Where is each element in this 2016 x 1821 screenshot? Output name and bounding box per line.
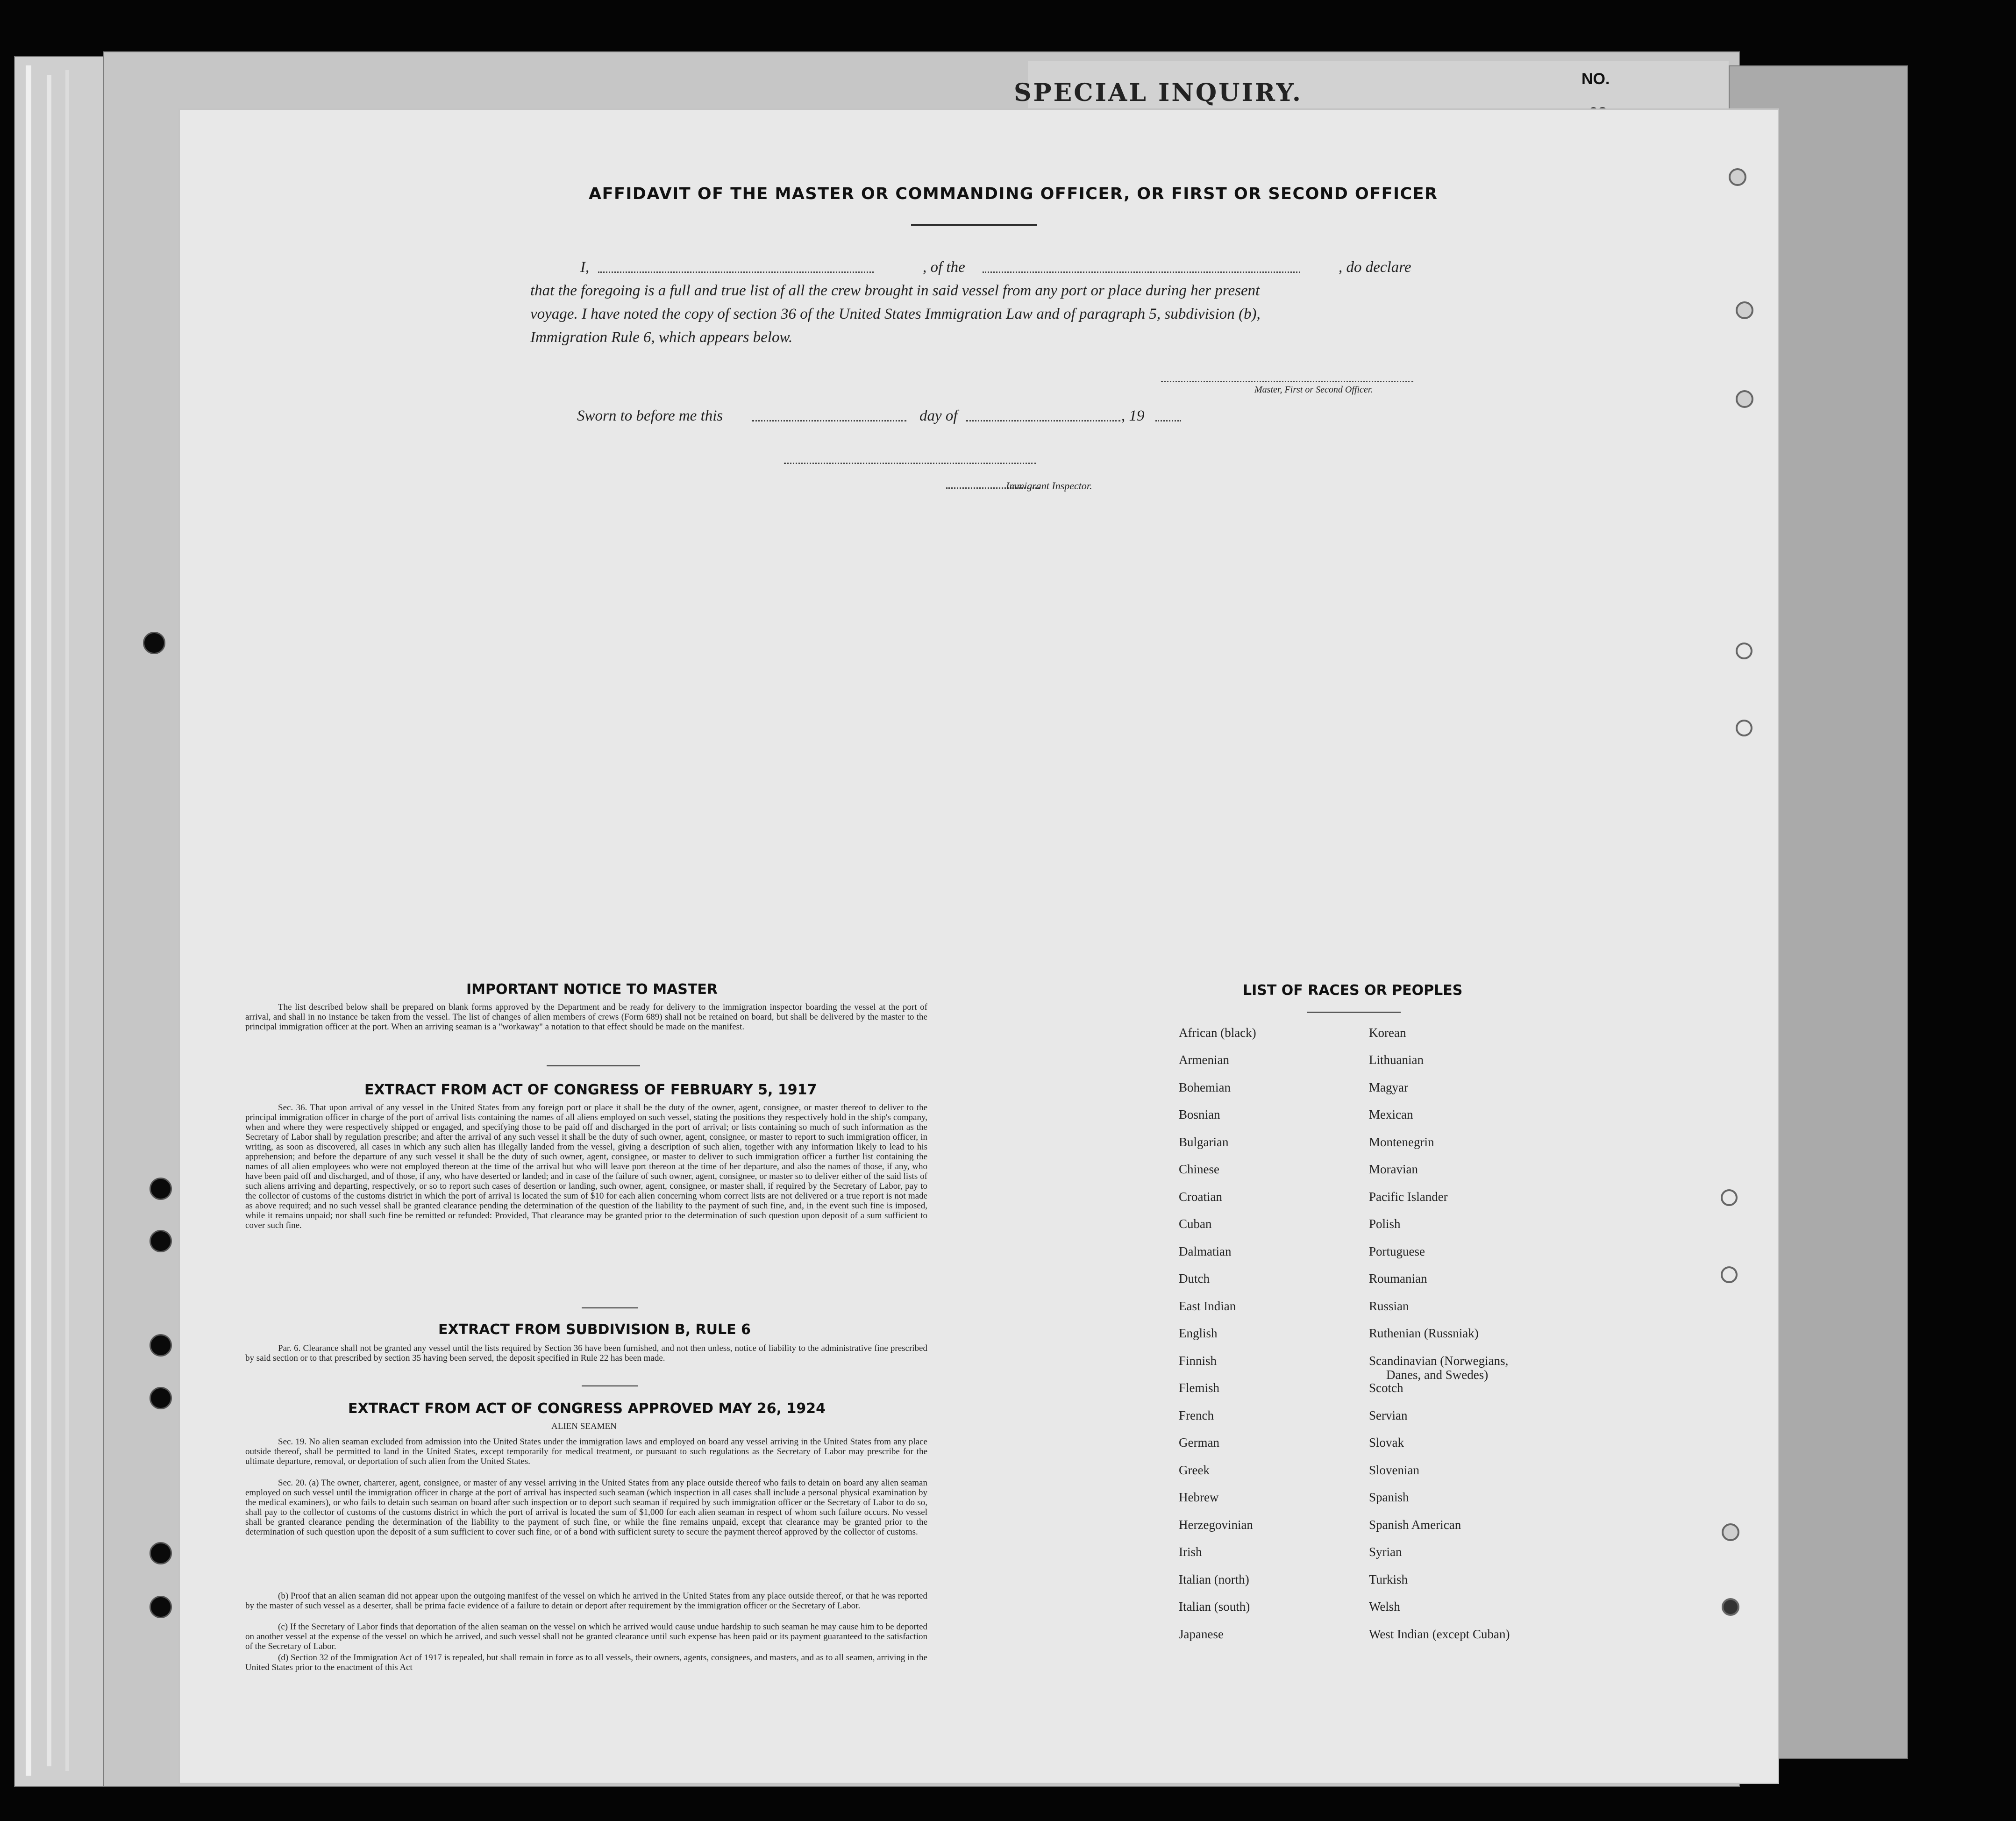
race-item: Korean xyxy=(1369,1026,1406,1040)
race-item: Ruthenian (Russniak) xyxy=(1369,1326,1479,1340)
punch-hole xyxy=(1736,390,1753,408)
races-divider xyxy=(1307,1012,1401,1013)
race-item: Servian xyxy=(1369,1408,1408,1422)
sworn-day-blank xyxy=(752,420,906,421)
race-item: Hebrew xyxy=(1179,1490,1219,1504)
binder-hole xyxy=(150,1387,172,1409)
race-item: Welsh xyxy=(1369,1600,1400,1614)
extract-1917-divider xyxy=(582,1307,638,1308)
race-item: Slovenian xyxy=(1369,1463,1419,1477)
extract-1924-sec20c: (c) If the Secretary of Labor finds that deportation of the alien seaman on the vessel on which he arrived would cause undue hardship to such seaman he may cause him to be deported on another vessel at the expense of the vessel on which he arrived, and such vessel shall not be granted clearance until such expense has been paid or its payment guaranteed to the satisfaction of the Secretary of Labor. xyxy=(245,1622,927,1651)
subdivision-b-body: Par. 6. Clearance shall not be granted any vessel until the lists required by Section 36 have been furnished, and not then unless, notice of liability to the administrative fine prescribed by said section or to that prescribed by section 35 having been served, the deposit specified in Rule 22 has been made. xyxy=(245,1343,927,1363)
extract-1924-sec19: Sec. 19. No alien seaman excluded from admission into the United States under the immigration laws and employed on board any vessel arriving in the United States from any place outside thereof, shall be permitted to land in the United States, except temporarily for medical treatment, or pursuant to such regulations as the Secretary of Labor may prescribe for the ultimate departure, removal, or deportation of such alien from the United States. xyxy=(245,1437,927,1466)
extract-1924-title: EXTRACT FROM ACT OF CONGRESS APPROVED MAY 26, 1924 xyxy=(348,1400,826,1417)
notice-body: The list described below shall be prepared on blank forms approved by the Department and be ready for delivery to the immigration inspector boarding the vessel at the port of arrival, and shall in no instance be taken from the vessel. The list of changes of alien members of crews (Form 689) shall not be retained on board, but shall be delivered by the master to the principal immigration officer at the port. When an arriving seaman is a "workaway" a notation to that effect should be made on the manifest. xyxy=(245,1002,927,1032)
background-no-label: NO. xyxy=(1581,70,1610,88)
race-item: Scandinavian (Norwegians, xyxy=(1369,1354,1509,1368)
races-title: LIST OF RACES OR PEOPLES xyxy=(1243,982,1463,999)
race-item: West Indian (except Cuban) xyxy=(1369,1627,1510,1641)
race-item: Dutch xyxy=(1179,1271,1210,1285)
paper-edge xyxy=(65,70,69,1771)
race-item: Spanish xyxy=(1369,1490,1409,1504)
race-item: Moravian xyxy=(1369,1162,1418,1176)
sworn-month-blank xyxy=(966,420,1120,421)
extract-1917-body: Sec. 36. That upon arrival of any vessel in the United States from any foreign port or place it shall be the duty of the owner, agent, consignee, or master thereof to deliver to the principal immigration officer in charge of the port of arrival lists containing the names of all aliens employed on such vessel, stating the positions they respectively hold in the ship's company, when and where they were respectively shipped or engaged, and specifying those to be paid off and discharged in the port of arrival; or lists containing so much of such information as the Secretary of Labor shall by regulation prescribe; and after the arrival of any such vessel it shall be the duty of such owner, agent, consignee, or master to report to such immigration officer, in writing, as soon as discovered, all cases in which any such alien has illegally landed from the vessel, giving a description of such alien, together with any information likely to lead to his apprehension; and before the departure of any such vessel it shall be the duty of such owner, agent, consignee, or master to deliver to such immigration officer a further list containing the names of all alien employees who were not employed thereon at the time of the arrival but who will leave port thereon at the time of her departure, and also the names of those, if any, who have been paid off and discharged, and of those, if any, who have deserted or landed; and in case of the failure of such owner, agent, consignee, or master so to deliver either of the said lists of such aliens arriving and departing, respectively, or so to report such cases of desertion or landing, such owner, agent, consignee, or master shall, if required by the Secretary of Labor, pay to the collector of customs of the customs district in which the port of arrival is located the sum of $10 for each alien concerning whom correct lists are not delivered or a true report is not made as above required; and no such vessel shall be granted clearance pending the determination of the question of the liability to the payment of such fine, and, in the event such fine is imposed, while it remains unpaid; nor shall such fine be remitted or refunded: Provided, That clearance may be granted prior to the determination of such question upon deposit of a sum sufficient to cover such fine. xyxy=(245,1103,927,1230)
race-item: Slovak xyxy=(1369,1435,1404,1450)
inspector-signature-line xyxy=(784,463,1036,464)
extract-1924-subtitle: ALIEN SEAMEN xyxy=(551,1421,617,1431)
extract-1917-title: EXTRACT FROM ACT OF CONGRESS OF FEBRUARY 5, 1917 xyxy=(364,1082,817,1098)
race-item: Lithuanian xyxy=(1369,1053,1424,1067)
sworn-year-blank xyxy=(1155,420,1181,421)
declaration-line-4: Immigration Rule 6, which appears below. xyxy=(530,329,793,346)
race-item: Bulgarian xyxy=(1179,1135,1229,1149)
punch-hole xyxy=(1736,301,1753,319)
binder-hole xyxy=(143,632,165,654)
name-blank xyxy=(598,271,874,273)
paper-edge xyxy=(26,65,31,1776)
race-item: Portuguese xyxy=(1369,1244,1425,1258)
race-item: Bohemian xyxy=(1179,1080,1231,1094)
race-item: Cuban xyxy=(1179,1217,1212,1231)
race-item: East Indian xyxy=(1179,1299,1236,1313)
title-divider xyxy=(911,224,1037,226)
extract-1924-sec20a: Sec. 20. (a) The owner, charterer, agent, consignee, or master of any vessel arriving in the United States from any place outside thereof who fails to detain on board any alien seaman employed on such vessel until the immigration officer in charge at the port of arrival has inspected such seaman (which inspection in all cases shall include a personal physical examination by the medical examiners), or who fails to detain such seaman on board after such inspection or to deport such seaman if required by such immigration officer or the Secretary of Labor to do so, shall pay to the collector of customs of the customs district in which the port of arrival is located the sum of $1,000 for each alien seaman in respect of whom such failure occurs. No vessel shall be granted clearance pending the determination of the liability to the payment of such fine, or while the fine remains unpaid, except that clearance may be granted prior to the determination of such question upon the deposit of a sum sufficient to cover such fine, or of a bond with sufficient surety to secure the payment thereof approved by the collector of customs. xyxy=(245,1478,927,1537)
extract-1924-sec20d: (d) Section 32 of the Immigration Act of 1917 is repealed, but shall remain in force as to all vessels, their owners, agents, consignees, and masters, and as to all seamen, arriving in the United States prior to the enactment of this Act xyxy=(245,1653,927,1672)
affidavit-title: AFFIDAVIT OF THE MASTER OR COMMANDING OFFICER, OR FIRST OR SECOND OFFICER xyxy=(589,185,1438,203)
race-item: Japanese xyxy=(1179,1627,1224,1641)
declaration-line-3: voyage. I have noted the copy of section 36 of the United States Immigration Law and of paragraph 5, subdivision (b), xyxy=(530,306,1261,322)
punch-hole xyxy=(1722,1523,1739,1541)
punch-hole xyxy=(1721,1189,1738,1206)
race-item: Chinese xyxy=(1179,1162,1219,1176)
punch-hole xyxy=(1721,1266,1738,1283)
race-item-continuation: Danes, and Swedes) xyxy=(1386,1368,1489,1382)
master-signature-line xyxy=(1161,381,1413,382)
punch-hole xyxy=(1736,643,1752,659)
binder-hole xyxy=(150,1334,172,1357)
background-header-text: SPECIAL INQUIRY. xyxy=(1014,79,1303,107)
race-item: Armenian xyxy=(1179,1053,1229,1067)
race-item: German xyxy=(1179,1435,1219,1450)
affidavit-form-page xyxy=(180,110,1778,1783)
race-item: Finnish xyxy=(1179,1354,1217,1368)
paper-edge xyxy=(47,75,51,1766)
race-item: Polish xyxy=(1369,1217,1401,1231)
binder-hole xyxy=(150,1596,172,1618)
subdivision-b-title: EXTRACT FROM SUBDIVISION B, RULE 6 xyxy=(438,1321,751,1338)
race-item: Dalmatian xyxy=(1179,1244,1232,1258)
race-item: Italian (north) xyxy=(1179,1572,1249,1586)
binder-hole xyxy=(150,1178,172,1200)
race-item: Greek xyxy=(1179,1463,1210,1477)
subdivision-b-divider xyxy=(582,1385,638,1386)
punch-hole xyxy=(1736,720,1752,736)
race-item: Spanish American xyxy=(1369,1518,1461,1532)
binder-hole xyxy=(150,1230,172,1252)
race-item: French xyxy=(1179,1408,1214,1422)
race-item: Syrian xyxy=(1369,1545,1402,1559)
race-item: Bosnian xyxy=(1179,1107,1220,1121)
inspector-signature-label: Immigrant Inspector. xyxy=(1006,480,1092,492)
master-signature-label: Master, First or Second Officer. xyxy=(1254,385,1373,395)
race-item: Russian xyxy=(1369,1299,1409,1313)
extract-1924-sec20b: (b) Proof that an alien seaman did not appear upon the outgoing manifest of the vessel on which he arrived in the United States from any place outside thereof, or that he was reported by the master of such vessel as a deserter, shall be prima facie evidence of a failure to detain or deport after requirement by the immigration officer or the Secretary of Labor. xyxy=(245,1591,927,1611)
notice-title: IMPORTANT NOTICE TO MASTER xyxy=(466,981,718,998)
race-item: Mexican xyxy=(1369,1107,1413,1121)
declaration-of-the: , of the xyxy=(923,259,965,276)
sworn-day-of: day of xyxy=(919,407,958,424)
punch-hole xyxy=(1729,168,1746,186)
race-item: Irish xyxy=(1179,1545,1202,1559)
race-item: Scotch xyxy=(1369,1381,1403,1395)
race-item: Pacific Islander xyxy=(1369,1190,1448,1204)
punch-hole xyxy=(1722,1598,1739,1616)
race-item: Herzegovinian xyxy=(1179,1518,1253,1532)
race-item: English xyxy=(1179,1326,1218,1340)
race-item: Turkish xyxy=(1369,1572,1408,1586)
race-item: Croatian xyxy=(1179,1190,1222,1204)
race-item: African (black) xyxy=(1179,1026,1256,1040)
declaration-line-2: that the foregoing is a full and true list of all the crew brought in said vessel from any port or place during her present xyxy=(530,282,1260,299)
vessel-blank xyxy=(983,271,1300,273)
sworn-year: , 19 xyxy=(1121,407,1145,424)
race-item: Italian (south) xyxy=(1179,1600,1250,1614)
declaration-i: I, xyxy=(580,259,590,276)
race-item: Flemish xyxy=(1179,1381,1220,1395)
binder-hole xyxy=(150,1542,172,1564)
race-item: Montenegrin xyxy=(1369,1135,1434,1149)
declaration-do-declare: , do declare xyxy=(1339,259,1411,276)
notice-divider xyxy=(547,1065,640,1066)
sworn-text: Sworn to before me this xyxy=(577,407,723,424)
race-item: Magyar xyxy=(1369,1080,1408,1094)
race-item: Roumanian xyxy=(1369,1271,1427,1285)
